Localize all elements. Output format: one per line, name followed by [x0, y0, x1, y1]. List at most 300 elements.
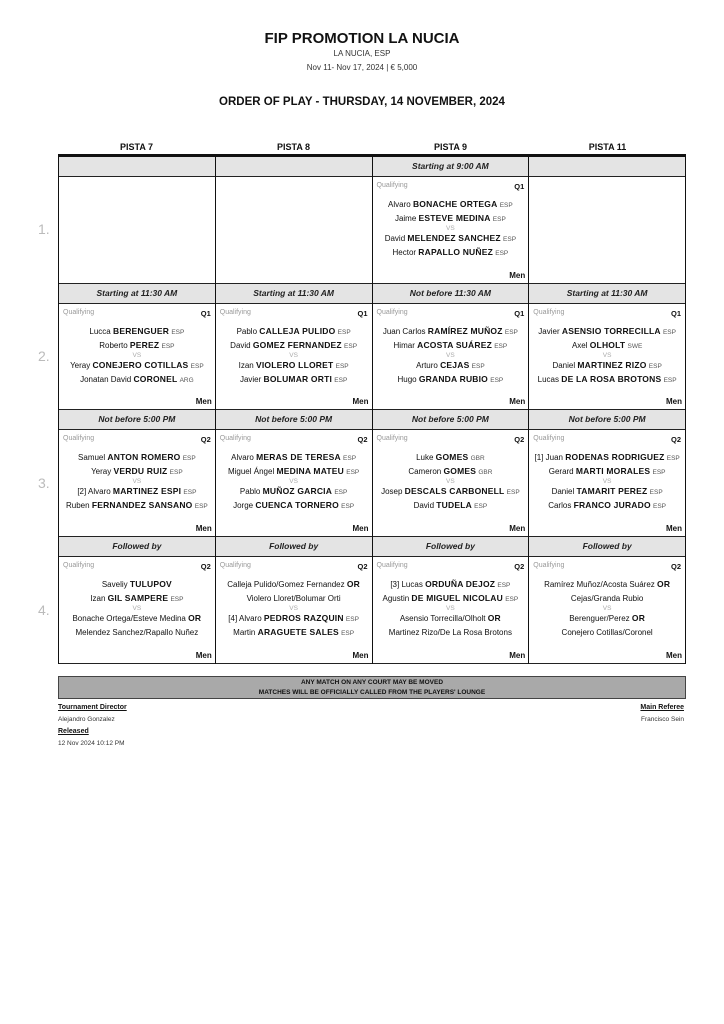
- player-last-name: ACOSTA SUÁREZ: [417, 339, 492, 350]
- row-number: 4.: [38, 602, 50, 618]
- team-line: [216, 499, 372, 513]
- match-cell: [373, 284, 530, 410]
- player-first-name: Hugo: [397, 374, 417, 384]
- player-country: ESP: [194, 502, 208, 510]
- player-first-name: Arturo: [416, 361, 438, 370]
- start-time-header: [216, 157, 372, 177]
- notice-line: MATCHES WILL BE OFFICIALLY CALLED FROM THE PLAYERS' LOUNGE: [258, 688, 486, 696]
- match-teams: [373, 198, 529, 259]
- match-teams: [373, 578, 529, 639]
- player-first-name: Ruben: [66, 500, 90, 510]
- player-last-name: BOLUMAR ORTI: [263, 373, 333, 384]
- team-line: [373, 339, 529, 353]
- player-last-name: DE LA ROSA BROTONS: [561, 373, 662, 384]
- match-body: [216, 304, 372, 410]
- team-line: [373, 198, 529, 212]
- player-last-name: CONEJERO COTILLAS: [92, 360, 189, 370]
- player-country: ESP: [505, 595, 519, 603]
- seed: [1]: [534, 453, 544, 462]
- player-country: ESP: [171, 329, 185, 336]
- start-time-header: Starting at 11:30 AM: [59, 284, 215, 304]
- vs-label: VS: [446, 225, 455, 232]
- player-country: ESP: [337, 329, 351, 336]
- seed: [2]: [77, 487, 87, 496]
- or-label: OR: [188, 613, 202, 623]
- team-line: [216, 592, 372, 606]
- tournament-director-label: Tournament Director: [58, 704, 127, 711]
- team-names: Cejas/Granda Rubio: [570, 593, 644, 603]
- player-country: ESP: [662, 329, 676, 336]
- or-label: OR: [487, 613, 501, 623]
- vs-label: VS: [132, 478, 142, 485]
- start-time-header: Not before 5:00 PM: [216, 410, 372, 430]
- player-country: ESP: [474, 502, 488, 510]
- match-body: [216, 557, 372, 664]
- start-time-header: Not before 5:00 PM: [529, 410, 685, 430]
- player-first-name: Luke: [416, 453, 434, 462]
- draw-category: Qualifying: [376, 435, 408, 442]
- gender-label: Men: [352, 397, 369, 406]
- player-country: ESP: [494, 342, 508, 350]
- start-time-header: [59, 157, 215, 177]
- tournament-title: FIP PROMOTION LA NUCIA: [264, 30, 460, 47]
- team-line: [59, 612, 215, 626]
- team-line: [59, 626, 215, 640]
- team-line: [59, 592, 215, 606]
- player-first-name: Jaime: [394, 213, 417, 223]
- player-last-name: BERENGUER: [112, 326, 170, 336]
- player-last-name: MEDINA MATEU: [276, 465, 345, 476]
- gender-label: Men: [352, 651, 369, 660]
- draw-category: Qualifying: [63, 435, 95, 442]
- match-cell: [59, 284, 216, 410]
- match-cell: [216, 157, 373, 284]
- team-names: Bonache Ortega/Esteve Medina: [72, 614, 186, 623]
- player-last-name: CUENCA TORNERO: [255, 499, 339, 510]
- player-first-name: Javier: [538, 327, 560, 336]
- player-first-name: David: [230, 340, 251, 350]
- player-last-name: RAPALLO NUÑEZ: [418, 246, 493, 257]
- round-label: Q2: [670, 562, 681, 571]
- vs-label: VS: [132, 352, 142, 359]
- team-line: [373, 451, 529, 465]
- player-country: ESP: [183, 489, 197, 496]
- player-first-name: Lucca: [89, 327, 111, 336]
- match-teams: [529, 325, 685, 386]
- player-country: ESP: [334, 376, 348, 384]
- player-last-name: FRANCO JURADO: [573, 499, 651, 510]
- player-first-name: Cameron: [408, 466, 442, 476]
- or-label: OR: [346, 579, 361, 589]
- schedule-grid: [58, 154, 686, 664]
- match-teams: [529, 451, 685, 512]
- match-cell: [59, 537, 216, 664]
- team-line: [59, 373, 215, 387]
- round-label: Q1: [670, 309, 681, 318]
- player-first-name: Roberto: [99, 340, 128, 350]
- player-first-name: Juan: [545, 453, 563, 462]
- schedule-row: [58, 157, 686, 284]
- team-line: [59, 339, 215, 353]
- row-number: 2.: [38, 347, 50, 364]
- player-first-name: Pablo: [236, 327, 258, 336]
- player-last-name: MARTI MORALES: [575, 465, 651, 476]
- team-line: [59, 485, 215, 499]
- match-teams: [59, 451, 215, 512]
- player-last-name: GOMEZ FERNANDEZ: [252, 339, 342, 350]
- team-names: Asensio Torrecilla/Olholt: [399, 614, 486, 623]
- match-body: [529, 304, 685, 410]
- player-last-name: ANTON ROMERO: [107, 452, 181, 462]
- team-line: [373, 485, 529, 499]
- start-time-header: Starting at 11:30 AM: [216, 284, 372, 304]
- team-line: [216, 612, 372, 626]
- gender-label: Men: [509, 524, 526, 533]
- schedule-row: [58, 284, 686, 410]
- court-header-pista-9: PISTA 9: [433, 142, 467, 152]
- vs-label: VS: [289, 352, 298, 359]
- player-country: SWE: [627, 342, 643, 350]
- player-first-name: Daniel: [551, 487, 575, 496]
- round-label: Q2: [514, 435, 525, 444]
- player-country: ESP: [335, 363, 349, 370]
- match-cell: [373, 157, 530, 284]
- player-first-name: Jonatan David: [80, 374, 132, 384]
- team-line: [373, 325, 529, 339]
- team-line: [373, 612, 529, 626]
- team-line: [373, 232, 529, 246]
- row-number: 1.: [38, 220, 50, 237]
- player-first-name: Jorge: [233, 500, 254, 510]
- match-teams: [59, 578, 215, 639]
- player-country: ARG: [179, 376, 194, 384]
- player-last-name: MERAS DE TERESA: [256, 452, 341, 462]
- round-label: Q2: [200, 562, 211, 571]
- player-first-name: Axel: [571, 340, 588, 350]
- match-cell: [529, 284, 686, 410]
- match-cell: [529, 157, 686, 284]
- player-first-name: Yeray: [91, 466, 112, 476]
- team-line: [373, 499, 529, 513]
- vs-label: VS: [132, 605, 142, 612]
- draw-category: Qualifying: [219, 562, 251, 569]
- player-country: ESP: [648, 363, 662, 370]
- player-country: ESP: [666, 455, 680, 462]
- team-line: [529, 592, 685, 606]
- player-last-name: VERDU RUIZ: [113, 465, 168, 476]
- gender-label: Men: [666, 524, 682, 533]
- team-line: [59, 359, 215, 373]
- player-country: ESP: [169, 468, 183, 476]
- team-line: [216, 325, 372, 339]
- notice-line: ANY MATCH ON ANY COURT MAY BE MOVED: [300, 679, 444, 686]
- team-names: Melendez Sanchez/Rapallo Nuñez: [75, 627, 199, 637]
- player-last-name: PEDROS RAZQUIN: [263, 613, 344, 623]
- player-last-name: OLHOLT: [589, 339, 626, 350]
- draw-category: Qualifying: [63, 562, 95, 569]
- player-first-name: David: [413, 500, 435, 510]
- match-teams: [529, 578, 685, 639]
- player-last-name: GOMES: [443, 465, 477, 476]
- team-line: [59, 451, 215, 465]
- team-line: [373, 465, 529, 479]
- match-body: [373, 177, 529, 284]
- match-body: [59, 304, 215, 410]
- order-of-play-heading: ORDER OF PLAY - THURSDAY, 14 NOVEMBER, 2024: [219, 96, 505, 108]
- player-last-name: MELENDEZ SANCHEZ: [407, 233, 501, 243]
- player-country: ESP: [471, 363, 485, 370]
- match-body: [529, 430, 685, 537]
- schedule-row: [58, 537, 686, 664]
- draw-category: Qualifying: [533, 309, 565, 316]
- match-teams: [216, 578, 372, 639]
- team-line: [529, 373, 685, 387]
- player-first-name: Alvaro: [238, 614, 262, 623]
- match-body: [373, 304, 529, 410]
- match-body: [216, 430, 372, 537]
- player-first-name: Gerard: [548, 466, 574, 476]
- team-line: [529, 339, 685, 353]
- gender-label: Men: [352, 524, 369, 533]
- team-line: [216, 451, 372, 465]
- player-last-name: GRANDA RUBIO: [418, 373, 488, 384]
- player-last-name: TUDELA: [436, 499, 472, 510]
- player-last-name: MARTINEZ RIZO: [577, 360, 647, 370]
- player-country: ESP: [504, 329, 518, 336]
- start-time-header: Followed by: [373, 537, 529, 557]
- team-line: [216, 359, 372, 373]
- player-first-name: Josep: [381, 487, 403, 496]
- player-first-name: Saveliy: [101, 580, 128, 589]
- player-first-name: David: [384, 234, 406, 243]
- team-line: [529, 359, 685, 373]
- player-first-name: Himar: [393, 340, 415, 350]
- row-number: 3.: [38, 474, 50, 491]
- released-timestamp: 12 Nov 2024 10:12 PM: [58, 740, 125, 747]
- player-first-name: Martin: [233, 627, 256, 637]
- player-country: ESP: [341, 502, 355, 510]
- player-country: ESP: [182, 455, 196, 462]
- team-line: [529, 612, 685, 626]
- gender-label: Men: [509, 271, 526, 280]
- player-country: ESP: [495, 249, 509, 257]
- team-names: Conejero Cotillas/Coronel: [561, 627, 653, 637]
- start-time-header: Starting at 9:00 AM: [373, 157, 529, 177]
- team-line: [373, 373, 529, 387]
- player-last-name: MARTINEZ ESPI: [112, 486, 182, 496]
- player-first-name: Alvaro: [231, 453, 254, 462]
- player-country: ESP: [653, 502, 667, 510]
- player-country: ESP: [343, 455, 357, 462]
- start-time-header: Not before 5:00 PM: [373, 410, 529, 430]
- seed: [4]: [228, 614, 238, 623]
- start-time-header: Followed by: [59, 537, 215, 557]
- player-last-name: PEREZ: [129, 339, 160, 350]
- match-body: [216, 177, 372, 284]
- team-line: [373, 592, 529, 606]
- match-cell: [373, 537, 530, 664]
- draw-category: Qualifying: [376, 562, 408, 569]
- draw-category: Qualifying: [63, 309, 95, 316]
- player-last-name: VIOLERO LLORET: [255, 360, 334, 370]
- match-teams: [373, 325, 529, 386]
- court-header-pista-11: PISTA 11: [588, 142, 627, 152]
- round-label: Q2: [357, 435, 368, 444]
- round-label: Q1: [514, 182, 525, 191]
- team-line: [529, 578, 685, 592]
- player-first-name: Juan Carlos: [382, 327, 426, 336]
- player-first-name: Alvaro: [88, 487, 111, 496]
- gender-label: Men: [509, 651, 526, 660]
- gender-label: Men: [666, 651, 682, 660]
- round-label: Q1: [200, 309, 211, 318]
- player-country: ESP: [492, 215, 506, 223]
- player-first-name: Daniel: [552, 361, 576, 370]
- vs-label: VS: [289, 605, 298, 612]
- player-last-name: MUÑOZ GARCIA: [262, 486, 333, 496]
- player-first-name: Samuel: [78, 453, 106, 462]
- team-line: [529, 626, 685, 640]
- player-country: ESP: [503, 236, 517, 243]
- match-teams: [59, 325, 215, 386]
- player-last-name: BONACHE ORTEGA: [412, 199, 498, 209]
- team-line: [216, 373, 372, 387]
- match-cell: [529, 410, 686, 537]
- team-line: [529, 325, 685, 339]
- team-names: Violero Lloret/Bolumar Orti: [246, 593, 341, 603]
- player-first-name: Yeray: [70, 361, 91, 370]
- draw-category: Qualifying: [533, 562, 565, 569]
- notice-banner: [58, 676, 686, 699]
- vs-label: VS: [446, 352, 455, 359]
- gender-label: Men: [195, 397, 212, 406]
- player-country: ESP: [161, 342, 175, 350]
- player-last-name: GOMES: [435, 452, 469, 462]
- team-line: [59, 578, 215, 592]
- team-line: [373, 626, 529, 640]
- player-last-name: DE MIGUEL NICOLAU: [411, 592, 503, 603]
- player-first-name: Pablo: [239, 487, 261, 496]
- player-last-name: FERNANDEZ SANSANO: [91, 499, 193, 510]
- player-country: ESP: [344, 342, 358, 350]
- start-time-header: [529, 157, 685, 177]
- start-time-header: Followed by: [216, 537, 372, 557]
- vs-label: VS: [446, 478, 455, 485]
- main-referee-label: Main Referee: [640, 704, 684, 711]
- player-first-name: Alvaro: [388, 200, 411, 209]
- player-country: ESP: [170, 595, 184, 603]
- match-teams: [216, 451, 372, 512]
- start-time-header: Not before 5:00 PM: [59, 410, 215, 430]
- player-last-name: ASENSIO TORRECILLA: [561, 326, 661, 336]
- player-last-name: RAMÍREZ MUÑOZ: [427, 326, 503, 336]
- tournament-director-name: Alejandro Gonzalez: [58, 716, 115, 723]
- draw-category: Qualifying: [376, 182, 408, 189]
- team-line: [373, 212, 529, 226]
- team-line: [529, 465, 685, 479]
- match-body: [529, 557, 685, 664]
- match-teams: [216, 325, 372, 386]
- match-cell: [373, 410, 530, 537]
- team-line: [529, 485, 685, 499]
- player-country: ESP: [341, 629, 355, 637]
- gender-label: Men: [666, 397, 682, 406]
- player-country: ESP: [490, 376, 504, 384]
- round-label: Q1: [357, 309, 368, 318]
- player-last-name: CEJAS: [440, 360, 470, 370]
- team-line: [529, 451, 685, 465]
- player-first-name: Agustin: [382, 593, 410, 603]
- player-country: ESP: [652, 468, 666, 476]
- match-body: [373, 430, 529, 537]
- round-label: Q2: [357, 562, 368, 571]
- player-last-name: CORONEL: [133, 373, 178, 384]
- team-names: Martinez Rizo/De La Rosa Brotons: [388, 627, 512, 637]
- team-line: [216, 578, 372, 592]
- team-names: Berenguer/Perez: [569, 614, 630, 623]
- match-cell: [216, 284, 373, 410]
- player-country: ESP: [334, 489, 348, 496]
- player-last-name: DESCALS CARBONELL: [404, 486, 505, 496]
- start-time-header: Starting at 11:30 AM: [529, 284, 685, 304]
- player-first-name: Izan: [90, 593, 106, 603]
- player-country: ESP: [663, 376, 677, 384]
- team-line: [216, 485, 372, 499]
- player-country: ESP: [649, 489, 663, 496]
- round-label: Q2: [670, 435, 681, 444]
- tournament-location: LA NUCIA, ESP: [333, 49, 391, 58]
- draw-category: Qualifying: [533, 435, 565, 442]
- vs-label: VS: [289, 478, 298, 485]
- court-header-pista-8: PISTA 8: [276, 142, 310, 152]
- tournament-dates-prize: Nov 11- Nov 17, 2024 | € 5,000: [306, 63, 418, 72]
- player-last-name: TULUPOV: [129, 579, 172, 589]
- match-body: [59, 557, 215, 664]
- player-last-name: TAMARIT PEREZ: [576, 486, 648, 496]
- team-line: [59, 499, 215, 513]
- player-country: ESP: [345, 616, 359, 623]
- seed: [3]: [390, 580, 400, 589]
- draw-category: Qualifying: [219, 435, 251, 442]
- player-first-name: Izan: [238, 361, 254, 370]
- vs-label: VS: [446, 605, 455, 612]
- player-first-name: Javier: [239, 374, 262, 384]
- player-last-name: RODENAS RODRIGUEZ: [565, 452, 665, 462]
- released-label: Released: [58, 728, 89, 735]
- team-names: Ramírez Muñoz/Acosta Suárez: [544, 580, 655, 589]
- player-country: GBR: [478, 468, 493, 476]
- team-line: [216, 465, 372, 479]
- team-line: [59, 465, 215, 479]
- round-label: Q2: [200, 435, 211, 444]
- player-first-name: Lucas: [401, 580, 423, 589]
- player-last-name: ARAGUETE SALES: [257, 626, 339, 637]
- match-cell: [59, 410, 216, 537]
- player-last-name: GIL SAMPERE: [107, 592, 169, 603]
- gender-label: Men: [195, 524, 212, 533]
- team-line: [59, 325, 215, 339]
- match-body: [59, 430, 215, 537]
- match-body: [529, 177, 685, 284]
- team-line: [373, 246, 529, 260]
- main-referee-name: Francisco Sein: [641, 716, 684, 723]
- match-cell: [59, 157, 216, 284]
- team-names: Calleja Pulido/Gomez Fernandez: [227, 580, 345, 589]
- vs-label: VS: [602, 478, 612, 485]
- team-line: [373, 578, 529, 592]
- gender-label: Men: [509, 397, 526, 406]
- match-body: [373, 557, 529, 664]
